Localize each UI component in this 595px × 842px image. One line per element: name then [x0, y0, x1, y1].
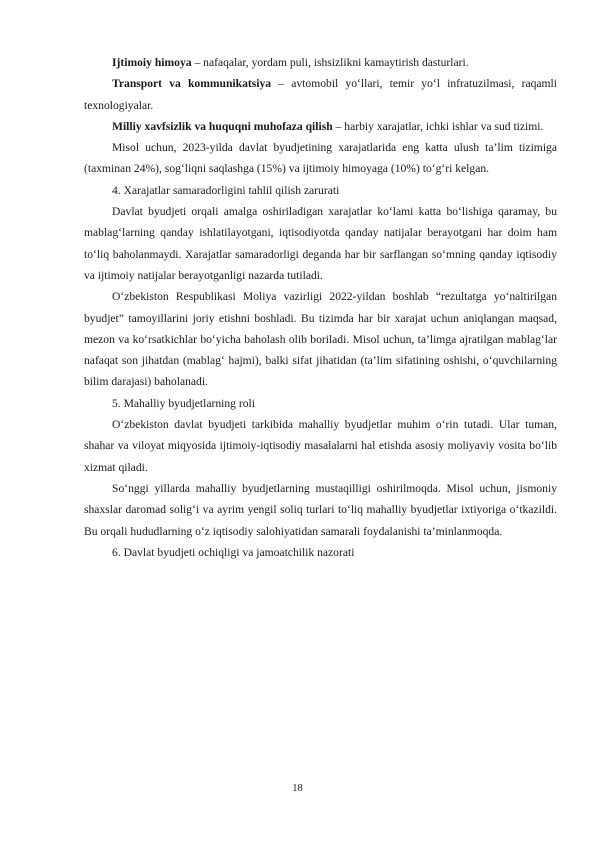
term-social-protection: Ijtimoiy himoya: [112, 56, 192, 69]
section-heading-4: 4. Xarajatlar samaradorligini tahlil qilish zarurati: [112, 183, 340, 197]
paragraph-security: [84, 116, 557, 137]
definition-social-protection: – nafaqalar, yordam puli, ishsizlikni kamaytirish dasturlari.: [191, 56, 469, 69]
paragraph-social-protection: [84, 52, 557, 73]
section-heading-5: 5. Mahalliy byudjetlarning roli: [112, 396, 255, 410]
definition-transport: – avtomobil yo‘llari, temir yo‘l infratuzilmasi, raqamli texnologiyalar.: [84, 77, 558, 112]
page-number: 18: [292, 783, 303, 794]
paragraph-results-budget: O‘zbekiston Respublikasi Moliya vazirligi 2022-yildan boshlab “rezultatga yo‘naltirilgan byudjet” tamoyillarini joriy etishni boshladi. Bu tizimda har bir xarajat uchun aniqlangan maqsad, mezon va ko‘rsatkichlar bo‘yicha baholash olib boriladi. Misol uchun, ta’limga ajratilgan mablag‘lar nafaqat son jihatdan (mablag‘ hajmi), balki sifat jihatidan (ta’lim sifatining oshishi, o‘quvchilarning bilim darajasi) baholanadi.: [84, 290, 557, 389]
paragraph-local-budgets: O‘zbekiston davlat byudjeti tarkibida mahalliy byudjetlar muhim o‘rin tutadi. Ular tuman, shahar va viloyat miqyosida ijtimoiy-iqtisodiy masalalarni hal etishda asosiy moliyaviy vosita bo‘lib xizmat qiladi.: [84, 418, 557, 474]
paragraph-2023-example: Misol uchun, 2023-yilda davlat byudjetining xarajatlarida eng katta ulush ta’lim tizimiga (taxminan 24%), sog‘liqni saqlashga (15%) va ijtimoiy himoyaga (10%) to‘g‘ri kelgan.: [84, 141, 557, 176]
section-heading-6: 6. Davlat byudjeti ochiqligi va jamoatchilik nazorati: [112, 545, 355, 559]
paragraph-local-independence: So‘nggi yillarda mahalliy byudjetlarning mustaqilligi oshirilmoqda. Misol uchun, jismoniy shaxslar daromad solig‘i va ayrim yengil soliq turlari to‘liq mahalliy byudjetlar ixtiyoriga o‘tkazildi. Bu orqali hududlarning o‘z iqtisodiy salohiyatidan samarali foydalanishi ta’minlanmoqda.: [84, 481, 557, 538]
definition-security: – harbiy xarajatlar, ichki ishlar va sud tizimi.: [332, 119, 544, 133]
paragraph-efficiency: Davlat byudjeti orqali amalga oshiriladigan xarajatlar ko‘lami katta bo‘lishiga qaramay, bu mablag‘larning qanday ishlatilayotgani, iqtisodiyotda qanday natijalar berayotgani har doim ham to‘liq baholanmaydi. Xarajatlar samaradorligi deganda har bir sarflangan so‘mning qanday iqtisodiy va ijtimoiy natijalar berayotganligi nazarda tutiladi.: [84, 205, 557, 282]
paragraph-transport: [84, 73, 557, 116]
document-body: [84, 52, 557, 563]
term-security: Milliy xavfsizlik va huquqni muhofaza qilish: [112, 119, 333, 133]
term-transport: Transport va kommunikatsiya: [112, 77, 272, 91]
